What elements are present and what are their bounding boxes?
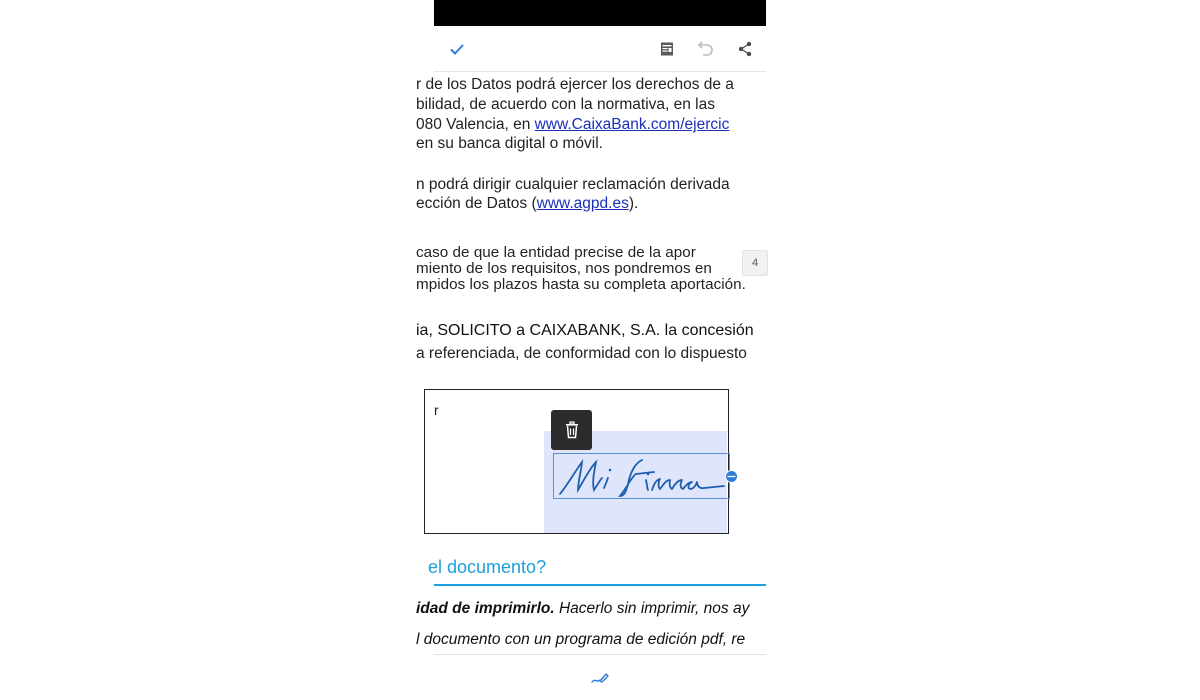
bottom-divider [434, 654, 766, 655]
doc-line: miento de los requisitos, nos pondremos en [416, 260, 712, 277]
doc-line [416, 600, 749, 618]
doc-text-bold: idad de imprimirlo. [416, 600, 555, 617]
signature-ink [554, 454, 731, 500]
section-divider [434, 584, 766, 586]
status-bar [434, 0, 766, 26]
doc-line: en su banca digital o móvil. [416, 135, 603, 152]
agpd-link[interactable]: www.agpd.es [536, 195, 629, 212]
doc-line [416, 116, 729, 134]
doc-line: ia, SOLICITO a CAIXABANK, S.A. la concesión [416, 322, 754, 339]
pdf-viewer-screen [416, 0, 766, 700]
doc-line: a referenciada, de conformidad con lo dispuesto [416, 345, 747, 362]
resize-handle[interactable] [725, 470, 738, 483]
page-layout-icon[interactable] [656, 38, 678, 60]
sign-pen-icon[interactable] [590, 668, 610, 688]
doc-text: Hacerlo sin imprimir, nos ay [554, 600, 750, 617]
doc-line: n podrá dirigir cualquier reclamación derivada [416, 176, 730, 193]
share-icon[interactable] [734, 38, 756, 60]
doc-text: ). [628, 195, 639, 212]
doc-line: bilidad, de acuerdo con la normativa, en las [416, 96, 715, 113]
section-heading: el documento? [428, 557, 547, 577]
doc-text: 080 Valencia, en [416, 116, 535, 133]
doc-line: mpidos los plazos hasta su completa aportación. [416, 276, 746, 293]
signature-field[interactable] [553, 453, 730, 499]
top-toolbar [434, 26, 766, 72]
doc-line: l documento con un programa de edición pdf, re [416, 631, 746, 648]
doc-line [416, 195, 638, 213]
caixabank-link[interactable]: www.CaixaBank.com/ejercic [534, 116, 730, 133]
doc-line: r de los Datos podrá ejercer los derechos de a [416, 76, 734, 93]
signature-box-label: r [434, 402, 439, 418]
delete-signature-button[interactable] [551, 410, 592, 450]
undo-icon[interactable] [694, 38, 716, 60]
trash-icon [564, 421, 580, 439]
checkmark-icon[interactable] [446, 38, 468, 60]
page-number-badge: 4 [742, 250, 768, 276]
doc-text: ección de Datos ( [416, 195, 537, 212]
doc-line: caso de que la entidad precise de la apor [416, 244, 696, 261]
